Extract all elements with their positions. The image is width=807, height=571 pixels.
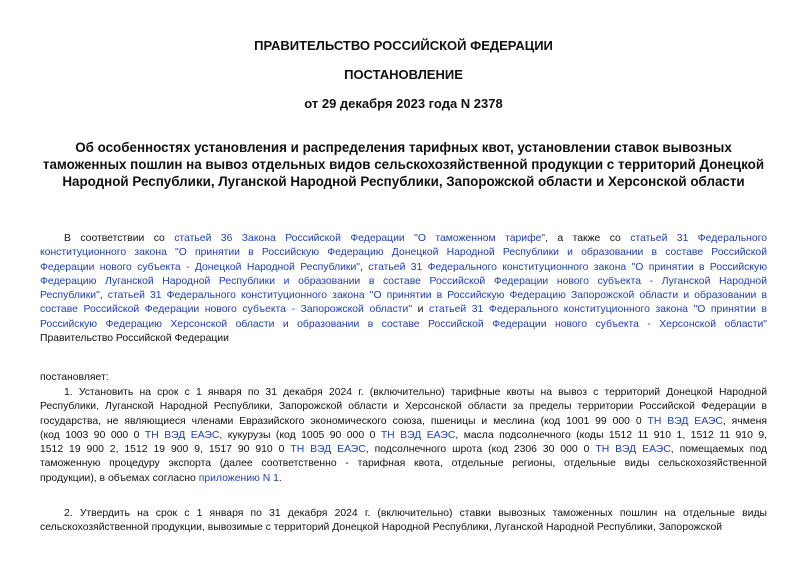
- text-line: [40, 521, 767, 535]
- text-line: [40, 429, 767, 443]
- text-line: [40, 472, 767, 486]
- text-segment: сельскохозяйственной продукции, вывозимые с территорий Донецкой Народной Республики, Луганской Народной Республики, Запорожской: [40, 522, 723, 534]
- title-line: Об особенностях установления и распределения тарифных квот, установлении ставок вывозных: [75, 140, 732, 155]
- text-segment: продукции), в объемах согласно: [40, 472, 199, 484]
- text-line: [40, 232, 767, 246]
- text-segment: 1512 19 900 2, 1512 19 900 9, 1517 90 910 0: [40, 444, 291, 456]
- text-segment: 2. Утвердить на срок с 1 января по 31 декабря 2024 г. (включительно) ставки вывозных таможенных пошлин на отдельные виды: [64, 508, 767, 519]
- text-segment: 1. Установить на срок с 1 января по 31 декабря 2024 г. (включительно) тарифные квоты на вывоз с территорий Донецкой Народной: [64, 387, 767, 398]
- text-segment: и: [412, 304, 430, 316]
- text-segment: В соответствии со: [64, 233, 175, 244]
- resolves-text: постановляет:: [40, 372, 109, 383]
- text-segment: , масла подсолнечного (коды 1512 11 910 1, 1512 11 910 9,: [455, 429, 767, 441]
- legal-reference-link[interactable]: приложению N 1: [198, 472, 279, 484]
- legal-reference-link[interactable]: статьей 36 Закона Российской Федерации "О таможенном тарифе": [174, 233, 546, 244]
- legal-reference-link[interactable]: ТН ВЭД ЕАЭС: [595, 444, 671, 456]
- date-number-heading: от 29 декабря 2023 года N 2378: [304, 96, 503, 111]
- item-1-paragraph: [40, 386, 767, 486]
- text-line: [40, 246, 767, 260]
- text-segment: , помещаемых под: [670, 444, 767, 456]
- text-segment: (код 1003 90 000 0: [40, 429, 145, 441]
- text-line: [40, 415, 767, 429]
- document-type-heading: ПОСТАНОВЛЕНИЕ: [344, 67, 463, 82]
- text-line: [40, 507, 767, 521]
- text-line: [40, 443, 767, 457]
- text-segment: Правительство Российской Федерации: [40, 333, 229, 345]
- title-line: Народной Республики, Луганской Народной Республики, Запорожской области и Херсонской области: [62, 174, 745, 189]
- text-line: [40, 289, 767, 303]
- text-segment: , ячменя: [722, 415, 767, 427]
- legal-reference-link[interactable]: Федерацию Луганской Народной Республики и образовании в составе Российской Федерации нового субъекта - Луганской Народной: [40, 275, 767, 287]
- text-segment: таможенную процедуру экспорта (далее соответственно - тарифная квота, отдельные регионы, отдельные виды сельскохозяйственной: [40, 458, 767, 470]
- legal-reference-link[interactable]: Российскую Федерацию Херсонской области и образовании в составе Российской Федерации нового субъекта - Херсонской области": [40, 318, 767, 330]
- legal-reference-link[interactable]: Федерации нового субъекта - Донецкой Народной Республики": [40, 261, 360, 273]
- legal-reference-link[interactable]: Республики": [40, 290, 100, 302]
- text-segment: , подсолнечного шрота (код 2306 30 000 0: [365, 444, 596, 456]
- legal-reference-link[interactable]: статьей 31 Федерального конституционного закона "О принятии в: [429, 304, 767, 316]
- text-segment: ,: [99, 290, 108, 302]
- legal-reference-link[interactable]: ТН ВЭД ЕАЭС: [144, 429, 220, 441]
- legal-reference-link[interactable]: ТН ВЭД ЕАЭС: [290, 444, 366, 456]
- text-line: [40, 303, 767, 317]
- text-line: [40, 457, 767, 471]
- text-line: [40, 332, 767, 346]
- text-line: [40, 261, 767, 275]
- text-segment: государства, не являющиеся членами Евразийского экономического союза, пшеницы и меслина (код 1001 99 000 0: [40, 415, 648, 427]
- text-line: [40, 400, 767, 414]
- legal-reference-link[interactable]: статьей 31 Федерального конституционного закона "О принятии в Российскую Федерацию Запорожской области и образовании в: [107, 290, 767, 302]
- text-segment: ,: [359, 261, 369, 273]
- legal-reference-link[interactable]: конституционного закона "О принятии в Российскую Федерацию Донецкой Народной Республики и образовании в составе Российской: [40, 247, 767, 259]
- legal-reference-link[interactable]: статьей 31 Федерального конституционного закона "О принятии в Российскую: [368, 261, 767, 273]
- item-2-paragraph: [40, 507, 767, 536]
- resolves-line: [40, 371, 767, 385]
- legal-reference-link[interactable]: ТН ВЭД ЕАЭС: [380, 429, 456, 441]
- legal-reference-link[interactable]: ТН ВЭД ЕАЭС: [647, 415, 723, 427]
- text-segment: .: [278, 472, 282, 484]
- text-segment: , а также со: [545, 233, 631, 244]
- text-segment: , кукурузы (код 1005 90 000 0: [219, 429, 381, 441]
- legal-reference-link[interactable]: составе Российской Федерации нового субъекта - Запорожской области": [40, 304, 413, 316]
- document-title: [40, 139, 767, 190]
- title-line: таможенных пошлин на вывоз отдельных видов сельскохозяйственной продукции с территорий Донецкой: [42, 157, 765, 172]
- text-line: [40, 318, 767, 332]
- text-line: [40, 275, 767, 289]
- text-segment: Республики, Луганской Народной Республики, Запорожской области и Херсонской области за пределы территории Российской Федерации в: [40, 401, 767, 413]
- legal-reference-link[interactable]: статьей 31 Федерального: [630, 233, 767, 244]
- preamble-paragraph: [40, 232, 767, 346]
- government-heading: ПРАВИТЕЛЬСТВО РОССИЙСКОЙ ФЕДЕРАЦИИ: [254, 38, 553, 53]
- text-line: [40, 386, 767, 400]
